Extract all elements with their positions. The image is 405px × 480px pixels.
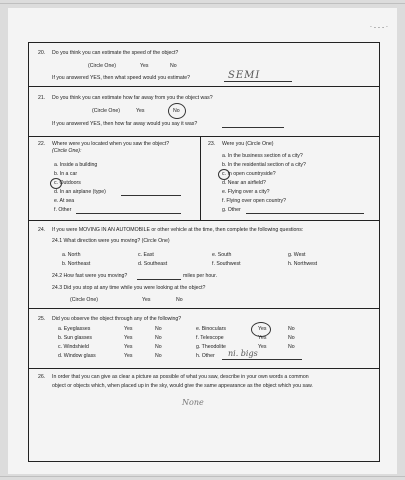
q24-2-question: 24.2 How fast were you moving?: [52, 273, 128, 279]
q25-item-h: h. Other: [196, 353, 215, 359]
divider-24-25: [28, 308, 380, 309]
q25-number: 25.: [38, 316, 46, 322]
q25-item-g-no: No: [288, 344, 295, 350]
header-mark: · - - - ·: [370, 24, 388, 31]
q23-option-c-circled: [218, 169, 230, 180]
q20-yes: Yes: [140, 63, 149, 69]
q21-followup: If you answered YES, then how far away would you say it was?: [52, 121, 198, 127]
q23-option-a: a. In the business section of a city?: [222, 153, 303, 159]
q26-line2: object or objects which, when placed up in the sky, would give the same appearance as the object which you saw.: [52, 383, 313, 389]
q25-item-d: d. Window glass: [58, 353, 96, 359]
q21-circle-label: (Circle One): [92, 108, 120, 114]
q24-3-yes: Yes: [142, 297, 151, 303]
q24-intro: If you were MOVING IN AN AUTOMOBILE or other vehicle at the time, then complete the following questions:: [52, 227, 304, 233]
q25-item-e-yes: Yes: [258, 326, 267, 332]
q23-question: Were you (Circle One): [222, 141, 274, 147]
q25-item-f-yes: Yes: [258, 335, 267, 341]
q25-item-c-yes: Yes: [124, 344, 133, 350]
q25-other-line: [222, 359, 302, 360]
q25-item-c-no: No: [155, 344, 162, 350]
q22-option-e: e. At sea: [54, 198, 75, 204]
q24-3-circle-label: (Circle One): [70, 297, 98, 303]
q25-other-answer: ni. bigs: [228, 349, 258, 358]
q25-item-e-no: No: [288, 326, 295, 332]
q22-option-c-circled: [50, 178, 62, 189]
direction-northwest: h. Northwest: [288, 261, 318, 267]
scan-artifact-bottom: [0, 476, 405, 477]
q20-followup: If you answered YES, then what speed would you estimate?: [52, 75, 191, 81]
q22-option-f: f. Other: [54, 207, 72, 213]
q24-1-question: 24.1 What direction were you moving? (Circle One): [52, 238, 170, 244]
q25-item-a-no: No: [155, 326, 162, 332]
direction-southwest: f. Southwest: [212, 261, 241, 267]
direction-southeast: d. Southeast: [138, 261, 168, 267]
q22-option-b: b. In a car: [54, 171, 78, 177]
q22-option-d: d. In an airplane (type): [54, 189, 106, 195]
q22-number: 22.: [38, 141, 46, 147]
q22-circle-label: (Circle One):: [52, 148, 82, 154]
q23-option-e: e. Flying over a city?: [222, 189, 270, 195]
q23-option-f: f. Flying over open country?: [222, 198, 287, 204]
q25-item-b: b. Sun glasses: [58, 335, 93, 341]
q26-line1: In order that you can give as clear a picture as possible of what you saw, describe in your own words a common: [52, 374, 309, 380]
q23-option-d: d. Near an airfield?: [222, 180, 266, 186]
q25-item-c: c. Windshield: [58, 344, 89, 350]
divider-21-22: [28, 136, 380, 137]
q21-yes: Yes: [136, 108, 145, 114]
q25-item-g-yes: Yes: [258, 344, 267, 350]
q20-number: 20.: [38, 50, 46, 56]
q24-2-unit: miles per hour.: [183, 273, 218, 279]
direction-west: g. West: [288, 252, 306, 258]
direction-northeast: b. Northeast: [62, 261, 91, 267]
q23-number: 23.: [208, 141, 216, 147]
q21-answer-line: [222, 127, 284, 128]
divider-22-23: [200, 136, 201, 220]
q24-number: 24.: [38, 227, 46, 233]
q24-3-question: 24.3 Did you stop at any time while you were looking at the object?: [52, 285, 206, 291]
q23-option-c: c. In open countryside?: [222, 171, 276, 177]
direction-south: e. South: [212, 252, 232, 258]
q20-circle-label: (Circle One): [88, 63, 116, 69]
q25-item-f-no: No: [288, 335, 295, 341]
q22-option-a: a. Inside a building: [54, 162, 98, 168]
q21-number: 21.: [38, 95, 46, 101]
q23-option-g-line: [246, 213, 364, 214]
q24-3-no: No: [176, 297, 183, 303]
q25-item-a-yes: Yes: [124, 326, 133, 332]
q20-answer-line: [224, 81, 292, 82]
q20-no: No: [170, 63, 177, 69]
direction-east: c. East: [138, 252, 154, 258]
q23-option-g: g. Other: [222, 207, 241, 213]
divider-20-21: [28, 86, 380, 87]
divider-22-24: [28, 220, 380, 221]
q25-item-f: f. Telescope: [196, 335, 224, 341]
q24-2-answer-line: [137, 279, 181, 280]
q22-option-f-line: [76, 213, 181, 214]
q21-no: No: [173, 108, 180, 114]
q25-item-e: e. Binoculars: [196, 326, 226, 332]
q25-item-d-no: No: [155, 353, 162, 359]
q23-option-b: b. In the residential section of a city?: [222, 162, 306, 168]
q26-answer: None: [182, 398, 204, 407]
q20-question: Do you think you can estimate the speed of the object?: [52, 50, 179, 56]
q25-item-a: a. Eyeglasses: [58, 326, 91, 332]
q22-option-d-line: [121, 195, 181, 196]
q22-question: Where were you located when you saw the object?: [52, 141, 170, 147]
q21-question: Do you think you can estimate how far away from you the object was?: [52, 95, 213, 101]
q26-number: 26.: [38, 374, 46, 380]
q20-answer: SEMI: [228, 70, 261, 81]
q21-no-circled: [168, 103, 186, 119]
q25-item-g: g. Theodolite: [196, 344, 226, 350]
q25-question: Did you observe the object through any of the following?: [52, 316, 182, 322]
direction-north: a. North: [62, 252, 81, 258]
divider-25-26: [28, 368, 380, 369]
q22-option-c: c. Outdoors: [54, 180, 81, 186]
q25-item-d-yes: Yes: [124, 353, 133, 359]
form-frame: [28, 42, 380, 462]
scan-artifact-top: [0, 3, 405, 4]
q25-item-b-yes: Yes: [124, 335, 133, 341]
q25-item-b-no: No: [155, 335, 162, 341]
